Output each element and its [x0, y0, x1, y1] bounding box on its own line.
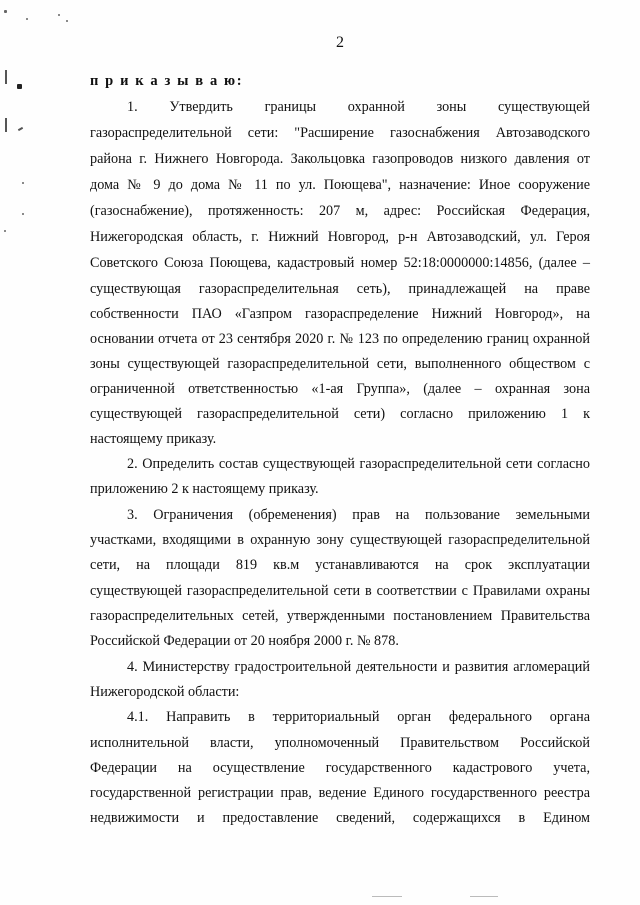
paragraph-1-line: основании отчета от 23 сентября 2020 г. № 123 по определению границ охранной: [90, 331, 590, 347]
paragraph-4-1-line: государственной регистрации прав, ведение Единого государственного реестра: [90, 785, 590, 801]
paragraph-3-line: газораспределительных сетей, утвержденными постановлением Правительства: [90, 608, 590, 624]
paragraph-1-line: дома № 9 до дома № 11 по ул. Поющева", назначение: Иное сооружение: [90, 177, 590, 193]
paragraph-3-line: Российской Федерации от 20 ноября 2000 г. № 878.: [90, 633, 399, 649]
paragraph-4-line: Нижегородской области:: [90, 684, 240, 700]
paragraph-1-line: собственности ПАО «Газпром газораспределение Нижний Новгород», на: [90, 306, 590, 322]
scan-speck: [66, 20, 68, 22]
page-number: 2: [336, 34, 344, 51]
order-heading: п р и к а з ы в а ю:: [90, 73, 244, 89]
paragraph-3-line: участками, входящими в охранную зону существующей газораспределительной: [90, 532, 590, 548]
paragraph-1-line: газораспределительной сети: "Расширение газоснабжения Автозаводского: [90, 125, 590, 141]
paragraph-2-line: приложению 2 к настоящему приказу.: [90, 481, 319, 497]
paragraph-1-line: настоящему приказу.: [90, 431, 217, 447]
paragraph-2-line: 2. Определить состав существующей газораспределительной сети согласно: [127, 456, 590, 472]
paragraph-3-line: 3. Ограничения (обременения) прав на пользование земельными: [127, 507, 590, 523]
paragraph-1-line: существующая газораспределительная сеть), принадлежащей на праве: [90, 281, 590, 297]
scan-speck: [4, 230, 6, 232]
scan-mark: [372, 896, 402, 897]
paragraph-1-line: зоны существующей газораспределительной сети, выполненного обществом с: [90, 356, 590, 372]
paragraph-3-line: существующей газораспределительной сети в соответствии с Правилами охраны: [90, 583, 590, 599]
scan-mark: [18, 127, 23, 131]
paragraph-1-line: Советского Союза Поющева, кадастровый номер 52:18:0000000:14856, (далее –: [90, 255, 590, 271]
paragraph-1-line: (газоснабжение), протяженность: 207 м, адрес: Российская Федерация,: [90, 203, 590, 219]
paragraph-1-line: района г. Нижнего Новгорода. Закольцовка газопроводов низкого давления от: [90, 151, 590, 167]
paragraph-4-1-line: исполнительной власти, уполномоченный Правительством Российской: [90, 735, 590, 751]
paragraph-1-line: Нижегородская область, г. Нижний Новгород, р-н Автозаводский, ул. Героя: [90, 229, 590, 245]
paragraph-1-line: 1. Утвердить границы охранной зоны существующей: [127, 99, 590, 115]
paragraph-1-line: ограниченной ответственностью «1-ая Группа», (далее – охранная зона: [90, 381, 590, 397]
paragraph-4-1-line: 4.1. Направить в территориальный орган федерального органа: [127, 709, 590, 725]
scan-speck: [4, 10, 7, 13]
scan-mark: [5, 70, 7, 84]
paragraph-1-line: существующей газораспределительной сети) согласно приложению 1 к: [90, 406, 590, 422]
scan-speck: [22, 213, 24, 215]
paragraph-4-1-line: недвижимости и предоставление сведений, содержащихся в Едином: [90, 810, 590, 826]
scan-speck: [58, 14, 60, 16]
paragraph-3-line: сети, на площади 819 кв.м устанавливаются на срок эксплуатации: [90, 557, 590, 573]
scan-speck: [22, 182, 24, 184]
scan-speck: [26, 18, 28, 20]
scan-mark: [5, 118, 7, 132]
scan-mark: [470, 896, 498, 897]
paragraph-4-1-line: Федерации на осуществление государственного кадастрового учета,: [90, 760, 590, 776]
scan-speck: [17, 84, 22, 89]
paragraph-4-line: 4. Министерству градостроительной деятельности и развития агломераций: [127, 659, 590, 675]
